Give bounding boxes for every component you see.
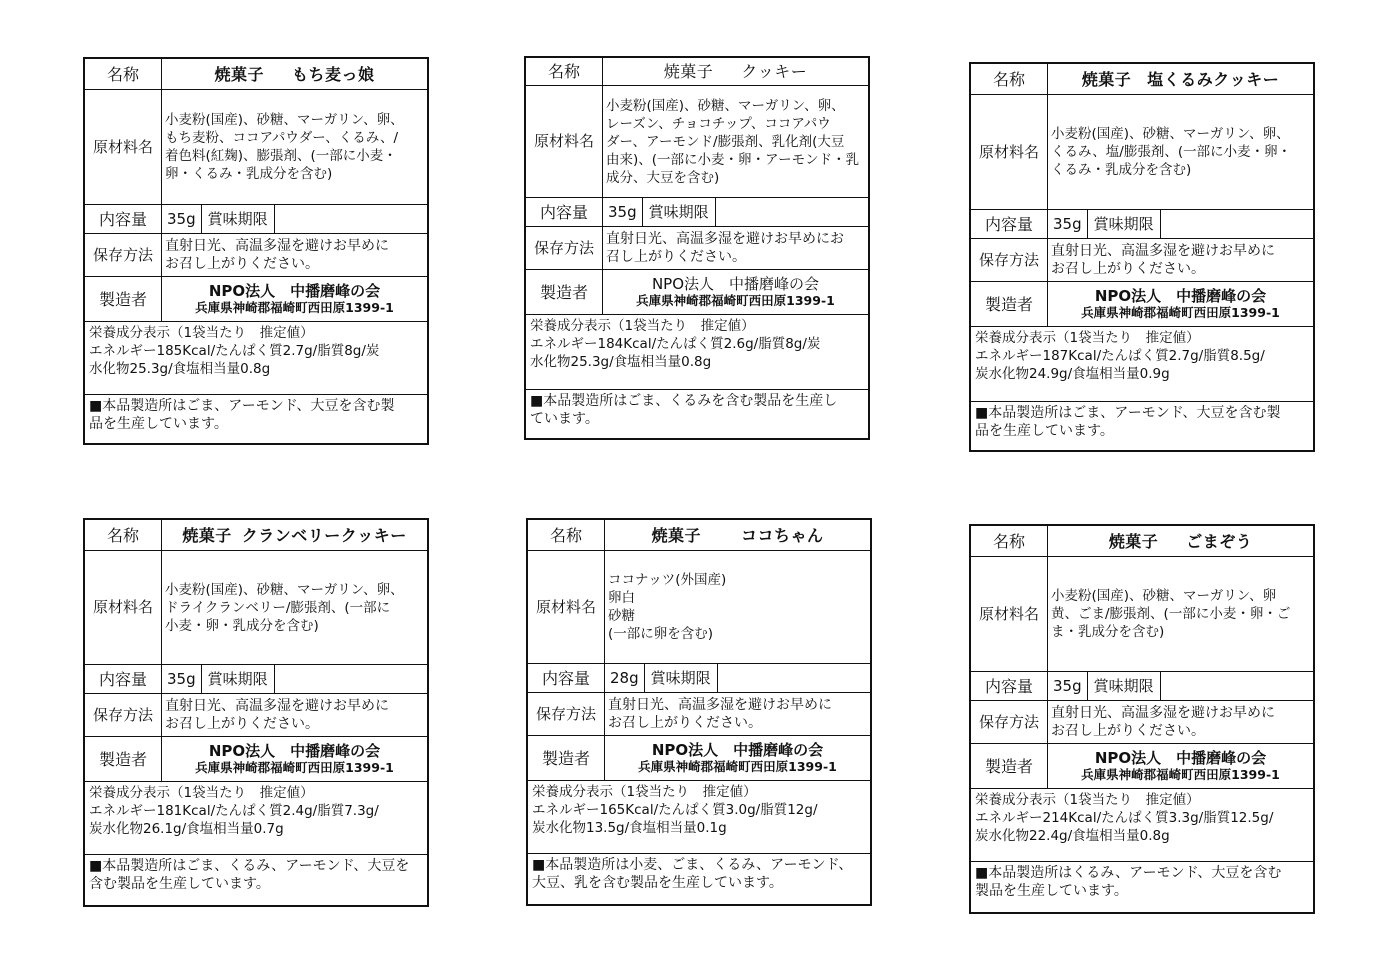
name-row (971, 64, 1313, 95)
allergen-note: ■本品製造所はごま、くるみを含む製品を生産し ています。 (530, 393, 838, 427)
maker-key: 製造者 (85, 277, 162, 321)
expiry-key: 賞味期限 (1088, 672, 1161, 700)
ingredients-text: 小麦粉(国産)、砂糖、マーガリン、卵、 もち麦粉、ココアパウダー、くるみ、/ 着色料(紅麹)、膨張剤、(一部に小麦・ 卵・くるみ・乳成分を含む) (165, 112, 404, 182)
storage-row (971, 239, 1313, 282)
name-row (528, 520, 870, 551)
name-key: 名称 (85, 520, 162, 550)
storage-row (85, 694, 427, 737)
name-row (971, 526, 1313, 557)
name-row (85, 59, 427, 90)
volume-row (528, 664, 870, 693)
allergen-note: ■本品製造所はごま、アーモンド、大豆を含む製 品を生産しています。 (975, 405, 1281, 439)
product-name: クッキー (741, 62, 808, 81)
storage-text: 直射日光、高温多湿を避けお早めに お召し上がりください。 (165, 238, 389, 272)
maker-address: 兵庫県神崎郡福崎町西田原1399-1 (636, 293, 835, 308)
ingredients-key: 原材料名 (85, 551, 162, 664)
nutrition-values: エネルギー184Kcal/たんぱく質2.6g/脂質8g/炭 水化物25.3g/食塩相当量0.8g (530, 336, 821, 370)
maker-address: 兵庫県神崎郡福崎町西田原1399-1 (1081, 767, 1280, 782)
product-category: 焼菓子 (663, 62, 714, 81)
maker-name: NPO法人 中播磨峰の会 (208, 282, 381, 300)
volume-row (526, 198, 868, 227)
expiry-key: 賞味期限 (1088, 210, 1161, 238)
nutrition-title: 栄養成分表示（1袋当たり 推定値） (89, 785, 314, 801)
storage-key: 保存方法 (528, 693, 605, 735)
expiry-key: 賞味期限 (202, 205, 275, 233)
ingredients-row (85, 90, 427, 205)
nutrition-row (526, 315, 868, 390)
allergen-note: ■本品製造所はごま、くるみ、アーモンド、大豆を 含む製品を生産しています。 (89, 858, 410, 892)
storage-text: 直射日光、高温多湿を避けお早めに お召し上がりください。 (165, 698, 389, 732)
volume-key: 内容量 (85, 665, 162, 693)
nutrition-values: エネルギー214Kcal/たんぱく質3.3g/脂質12.5g/ 炭水化物22.4g/食塩相当量0.8g (975, 810, 1274, 844)
maker-row (85, 277, 427, 322)
maker-row (85, 737, 427, 782)
nutrition-row (971, 789, 1313, 862)
nutrition-values: エネルギー165Kcal/たんぱく質3.0g/脂質12g/ 炭水化物13.5g/食塩相当量0.1g (532, 802, 818, 836)
storage-key: 保存方法 (971, 239, 1048, 281)
allergen-note: ■本品製造所はくるみ、アーモンド、大豆を含む 製品を生産しています。 (975, 865, 1282, 899)
storage-row (526, 227, 868, 270)
nutrition-title: 栄養成分表示（1袋当たり 推定値） (89, 325, 314, 341)
ingredients-row (85, 551, 427, 665)
nutrition-title: 栄養成分表示（1袋当たり 推定値） (530, 318, 755, 334)
maker-key: 製造者 (85, 737, 162, 781)
name-key: 名称 (85, 59, 162, 89)
maker-name: NPO法人 中播磨峰の会 (1094, 749, 1267, 767)
storage-key: 保存方法 (971, 701, 1048, 743)
product-label (969, 524, 1315, 914)
ingredients-key: 原材料名 (526, 86, 603, 197)
product-label (524, 56, 870, 440)
allergen-note: ■本品製造所はごま、アーモンド、大豆を含む製 品を生産しています。 (89, 398, 395, 432)
name-key: 名称 (971, 526, 1048, 556)
allergen-note: ■本品製造所は小麦、ごま、くるみ、アーモンド、 大豆、乳を含む製品を生産しています。 (532, 857, 853, 891)
nutrition-row (85, 782, 427, 855)
maker-address: 兵庫県神崎郡福崎町西田原1399-1 (638, 759, 837, 774)
storage-text: 直射日光、高温多湿を避けお早めに お召し上がりください。 (608, 697, 832, 731)
maker-name: NPO法人 中播磨峰の会 (208, 742, 381, 760)
volume-value: 35g (1048, 672, 1088, 700)
product-label (969, 62, 1315, 452)
maker-key: 製造者 (971, 282, 1048, 326)
expiry-key: 賞味期限 (645, 664, 718, 692)
ingredients-text: 小麦粉(国産)、砂糖、マーガリン、卵 黄、ごま/膨張剤、(一部に小麦・卵・ご ま・乳成分を含む) (1051, 588, 1291, 640)
nutrition-title: 栄養成分表示（1袋当たり 推定値） (532, 784, 757, 800)
product-category: 焼菓子 (182, 525, 232, 545)
name-row (85, 520, 427, 551)
volume-value: 35g (162, 665, 202, 693)
maker-name: NPO法人 中播磨峰の会 (651, 741, 824, 759)
ingredients-key: 原材料名 (528, 551, 605, 663)
storage-row (971, 701, 1313, 744)
storage-row (528, 693, 870, 736)
volume-row (971, 210, 1313, 239)
product-name: ココちゃん (741, 525, 824, 545)
storage-text: 直射日光、高温多湿を避けお早めにお 召し上がりください。 (606, 231, 844, 265)
volume-value: 35g (603, 198, 643, 226)
maker-address: 兵庫県神崎郡福崎町西田原1399-1 (195, 760, 394, 775)
volume-key: 内容量 (971, 210, 1048, 238)
storage-row (85, 234, 427, 277)
nutrition-title: 栄養成分表示（1袋当たり 推定値） (975, 792, 1200, 808)
nutrition-row (85, 322, 427, 395)
volume-value: 35g (1048, 210, 1088, 238)
volume-row (85, 665, 427, 694)
volume-value: 35g (162, 205, 202, 233)
ingredients-key: 原材料名 (971, 95, 1048, 209)
maker-key: 製造者 (526, 270, 603, 314)
product-label (526, 518, 872, 906)
name-row (526, 58, 868, 86)
volume-value: 28g (605, 664, 645, 692)
volume-key: 内容量 (85, 205, 162, 233)
product-category: 焼菓子 (651, 525, 701, 545)
maker-key: 製造者 (528, 736, 605, 780)
product-name: ごまぞう (1186, 531, 1253, 551)
ingredients-key: 原材料名 (85, 90, 162, 204)
ingredients-row (526, 86, 868, 198)
ingredients-row (971, 95, 1313, 210)
ingredients-row (528, 551, 870, 664)
volume-row (85, 205, 427, 234)
nutrition-values: エネルギー181Kcal/たんぱく質2.4g/脂質7.3g/ 炭水化物26.1g/食塩相当量0.7g (89, 803, 379, 837)
nutrition-row (971, 327, 1313, 402)
product-category: 焼菓子 (214, 64, 264, 84)
storage-text: 直射日光、高温多湿を避けお早めに お召し上がりください。 (1051, 705, 1275, 739)
product-name: もち麦っ娘 (292, 64, 375, 84)
nutrition-values: エネルギー187Kcal/たんぱく質2.7g/脂質8.5g/ 炭水化物24.9g/食塩相当量0.9g (975, 348, 1265, 382)
name-key: 名称 (526, 58, 603, 85)
maker-row (971, 282, 1313, 327)
ingredients-text: ココナッツ(外国産) 卵白 砂糖 (一部に卵を含む) (608, 572, 727, 642)
storage-text: 直射日光、高温多湿を避けお早めに お召し上がりください。 (1051, 243, 1275, 277)
product-label (83, 518, 429, 907)
storage-key: 保存方法 (85, 694, 162, 736)
nutrition-title: 栄養成分表示（1袋当たり 推定値） (975, 330, 1200, 346)
maker-name: NPO法人 中播磨峰の会 (651, 275, 820, 293)
name-key: 名称 (971, 64, 1048, 94)
maker-address: 兵庫県神崎郡福崎町西田原1399-1 (195, 300, 394, 315)
maker-row (528, 736, 870, 781)
expiry-key: 賞味期限 (643, 198, 716, 226)
product-category: 焼菓子 (1081, 69, 1132, 89)
storage-key: 保存方法 (85, 234, 162, 276)
volume-key: 内容量 (971, 672, 1048, 700)
maker-key: 製造者 (971, 744, 1048, 788)
storage-key: 保存方法 (526, 227, 603, 269)
product-label (83, 57, 429, 445)
name-key: 名称 (528, 520, 605, 550)
ingredients-text: 小麦粉(国産)、砂糖、マーガリン、卵、 くるみ、塩/膨張剤、(一部に小麦・卵・ くるみ・乳成分を含む) (1051, 126, 1292, 178)
maker-address: 兵庫県神崎郡福崎町西田原1399-1 (1081, 305, 1280, 320)
ingredients-text: 小麦粉(国産)、砂糖、マーガリン、卵、 ドライクランベリー/膨張剤、(一部に 小麦・卵・乳成分を含む) (165, 581, 404, 634)
maker-row (526, 270, 868, 315)
ingredients-text: 小麦粉(国産)、砂糖、マーガリン、卵、 レーズン、チョコチップ、ココアパウ ダー、アーモンド/膨張剤、乳化剤(大豆 由来)、(一部に小麦・卵・アーモンド・乳 成分、大豆を含む) (606, 97, 860, 186)
ingredients-key: 原材料名 (971, 557, 1048, 671)
nutrition-values: エネルギー185Kcal/たんぱく質2.7g/脂質8g/炭 水化物25.3g/食塩相当量0.8g (89, 343, 380, 377)
product-name: 塩くるみクッキー (1147, 69, 1280, 89)
maker-row (971, 744, 1313, 789)
nutrition-row (528, 781, 870, 854)
volume-row (971, 672, 1313, 701)
product-category: 焼菓子 (1108, 531, 1159, 551)
expiry-key: 賞味期限 (202, 665, 275, 693)
ingredients-row (971, 557, 1313, 672)
product-name: クランベリークッキー (241, 525, 407, 545)
maker-name: NPO法人 中播磨峰の会 (1094, 287, 1267, 305)
volume-key: 内容量 (526, 198, 603, 226)
volume-key: 内容量 (528, 664, 605, 692)
